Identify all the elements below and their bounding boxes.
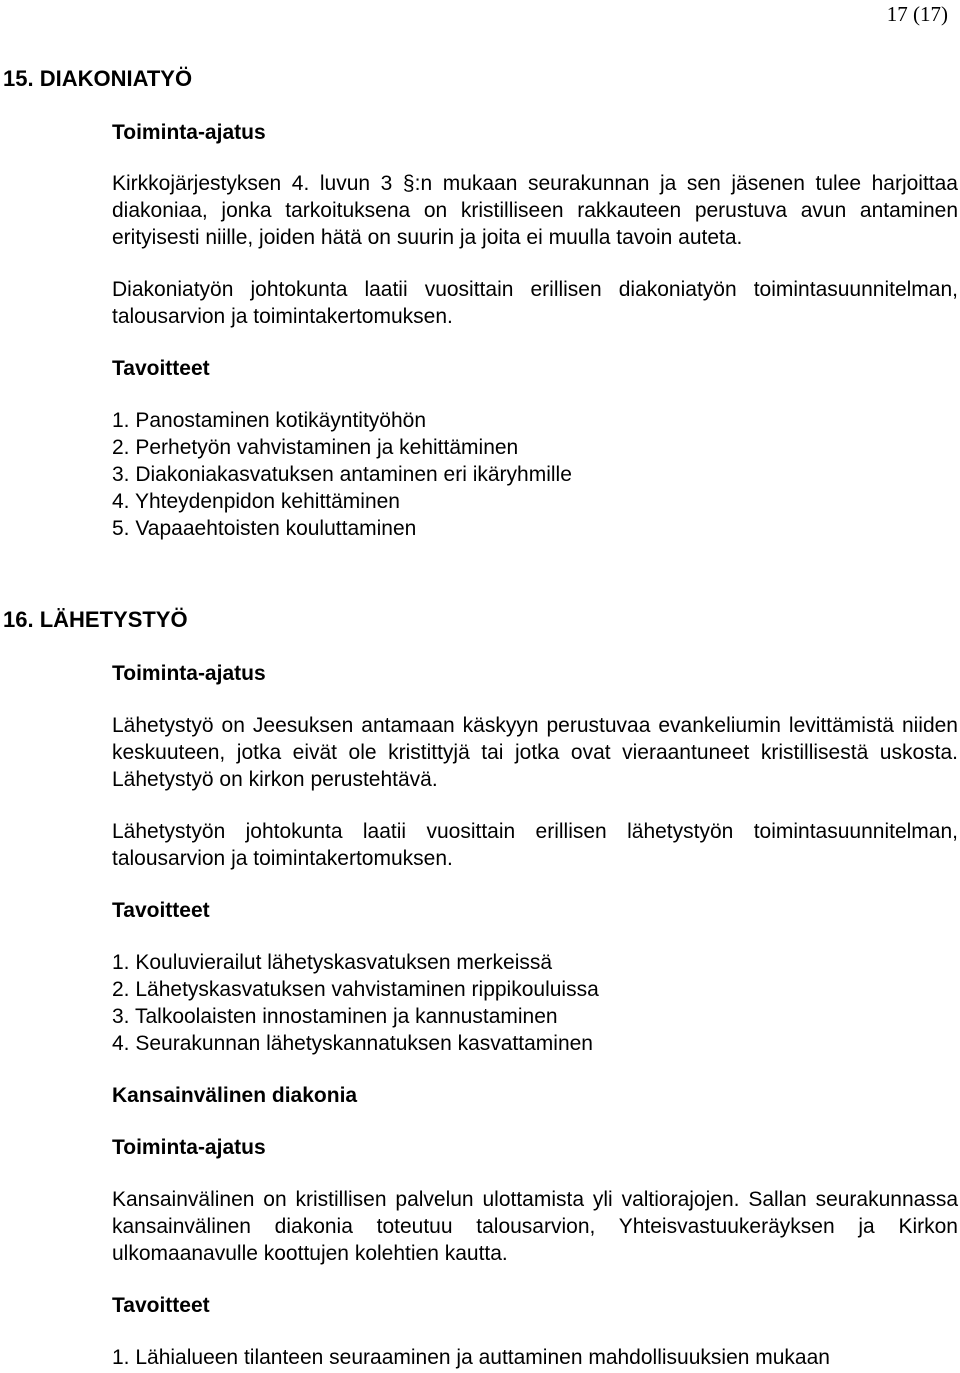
mission-goals-heading: Tavoitteet [112, 899, 210, 922]
list-item: 2. Perhetyön vahvistaminen ja kehittäminen [112, 436, 519, 459]
mission-goals-list [112, 949, 958, 1057]
list-item: 3. Diakoniakasvatuksen antaminen eri ikäryhmille [112, 463, 572, 486]
page-number: 17 (17) [886, 2, 948, 26]
international-purpose-heading: Toiminta-ajatus [112, 1136, 266, 1159]
list-item: 2. Lähetyskasvatuksen vahvistaminen rippikouluissa [112, 978, 599, 1001]
list-item: 1. Lähialueen tilanteen seuraaminen ja auttaminen mahdollisuuksien mukaan [112, 1346, 830, 1369]
list-item: 3. Talkoolaisten innostaminen ja kannustaminen [112, 1005, 558, 1028]
mission-board-paragraph: Lähetystyön johtokunta laatii vuosittain erillisen lähetystyön toimintasuunnitelman, talousarvion ja toimintakertomuksen. [112, 820, 958, 870]
list-item: 5. Vapaaehtoisten kouluttaminen [112, 517, 417, 540]
list-item: 1. Kouluvierailut lähetyskasvatuksen merkeissä [112, 951, 553, 974]
diakonia-purpose-paragraph: Kirkkojärjestyksen 4. luvun 3 §:n mukaan seurakunnan ja sen jäsenen tulee harjoittaa diakoniaa, jonka tarkoituksena on kristilliseen rakkauteen perustuva avun antaminen erityisesti niille, joiden hätä on suurin ja joita ei muulla tavoin auteta. [112, 172, 958, 249]
mission-section [112, 660, 958, 1371]
diakonia-goals-heading: Tavoitteet [112, 357, 210, 380]
mission-purpose-heading: Toiminta-ajatus [112, 662, 266, 685]
diakonia-purpose-heading: Toiminta-ajatus [112, 121, 266, 144]
diakonia-section [112, 119, 958, 542]
diakonia-board-paragraph: Diakoniatyön johtokunta laatii vuosittain erillisen diakoniatyön toimintasuunnitelman, talousarvion ja toimintakertomuksen. [112, 278, 958, 328]
section-title-diakonia: 15. DIAKONIATYÖ [3, 66, 193, 91]
international-goals-list [112, 1344, 958, 1371]
list-item: 1. Panostaminen kotikäyntityöhön [112, 409, 427, 432]
international-diakonia-heading: Kansainvälinen diakonia [112, 1084, 358, 1107]
international-goals-heading: Tavoitteet [112, 1294, 210, 1317]
list-item: 4. Yhteydenpidon kehittäminen [112, 490, 400, 513]
international-purpose-paragraph: Kansainvälinen on kristillisen palvelun ulottamista yli valtiorajojen. Sallan seurakunnassa kansainvälinen diakonia toteutuu talousarvion, Yhteisvastuukeräyksen ja Kirkon ulkomaanavulle koottujen kolehtien kautta. [112, 1188, 958, 1265]
list-item: 4. Seurakunnan lähetyskannatuksen kasvattaminen [112, 1032, 593, 1055]
mission-purpose-paragraph: Lähetystyö on Jeesuksen antamaan käskyyn perustuvaa evankeliumin levittämistä niiden keskuuteen, jotka eivät ole kristittyjä tai jotka ovat vieraantuneet kristillisestä uskosta. Lähetystyö on kirkon perustehtävä. [112, 714, 958, 791]
diakonia-goals-list [112, 407, 958, 542]
section-title-mission: 16. LÄHETYSTYÖ [3, 607, 188, 632]
